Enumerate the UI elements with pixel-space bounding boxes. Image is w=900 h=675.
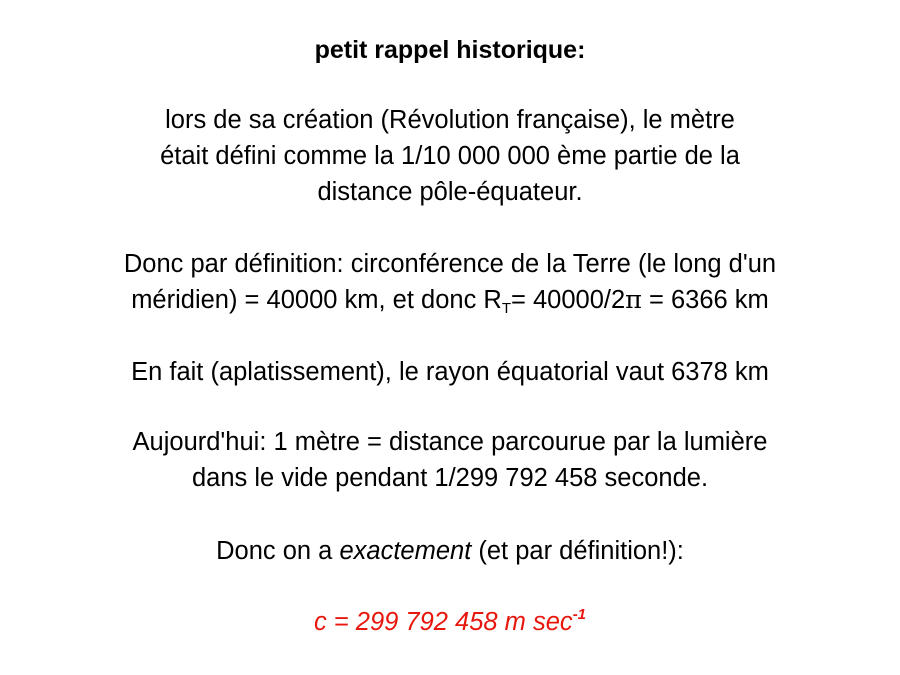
para1-line1: lors de sa création (Révolution française), le mètre	[165, 106, 735, 134]
para3-line1: En fait (aplatissement), le rayon équatorial vaut 6378 km	[131, 358, 769, 386]
para2-line2-mid: = 40000/2	[511, 286, 626, 314]
formula-main: c = 299 792 458 m sec	[313, 608, 573, 636]
formula-exponent: -1	[572, 606, 587, 623]
para4-line2: dans le vide pendant 1/299 792 458 seconde.	[191, 464, 709, 492]
para5-prefix: Donc on a	[216, 537, 340, 565]
slide-title: petit rappel historique:	[314, 36, 586, 64]
speed-of-light-formula	[0, 604, 900, 640]
para2-line1: Donc par définition: circonférence de la Terre (le long d'un	[123, 250, 777, 278]
earth-subscript: T	[501, 300, 512, 317]
pi-symbol: π	[625, 285, 642, 315]
para5-line1	[0, 533, 900, 569]
para1-line3: distance pôle-équateur.	[317, 178, 583, 206]
para2-line2	[0, 282, 900, 318]
para2-line2-start: méridien) = 40000 km, et donc R	[131, 286, 502, 314]
para5-suffix: (et par définition!):	[471, 537, 684, 565]
para5-emphasis: exactement	[339, 537, 472, 565]
para2-line2-end: = 6366 km	[641, 286, 769, 314]
para1-line2: était défini comme la 1/10 000 000 ème partie de la	[160, 142, 740, 170]
para4-line1: Aujourd'hui: 1 mètre = distance parcourue par la lumière	[132, 428, 768, 456]
